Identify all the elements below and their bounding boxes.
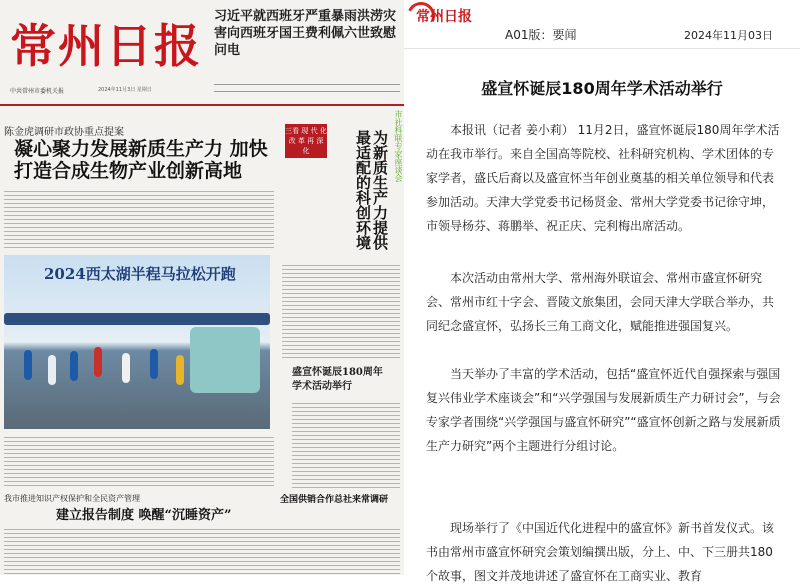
article-viewer (404, 0, 800, 583)
body-text-block (4, 526, 400, 575)
article-paragraph: 本次活动由常州大学、常州海外联谊会、常州市盛宣怀研究会、常州市红十字会、晋陵文旅集团，会同天津大学联合举办，共同纪念盛宣怀，弘扬长三角工商文化，赋能推进强国复兴。 (426, 271, 775, 333)
body-text-block (4, 434, 274, 488)
article-paragraph: 当天举办了丰富的学术活动，包括“盛宣怀近代自强探索与强国复兴伟业学术座谈会”和“兴学强国与发展新质生产力研讨会”，与会专家学者围绕“兴学强国与盛宣怀研究”“盛宣怀创新之路与发展新质生产力研究”两个主题进行分组讨论。 (426, 367, 781, 453)
header-divider (404, 48, 800, 49)
viewer-logo: 常州日报 (416, 9, 472, 25)
newspaper-logo: 常州日报 (10, 19, 202, 73)
runner (94, 347, 102, 377)
article-title: 盛宣怀诞辰180周年学术活动举行 (481, 79, 723, 98)
mini-headline[interactable]: 盛宣怀诞辰180周年学术活动举行 (292, 367, 383, 392)
vertical-side-caption: 市社科联专家座谈会 (394, 110, 403, 182)
body-text-block (282, 262, 400, 358)
kicker: 陈金虎调研市政协重点提案 (4, 127, 124, 138)
body-text-block (4, 188, 274, 250)
runner (24, 350, 32, 380)
bottom-right-headline[interactable]: 全国供销合作总社来常调研 (280, 495, 389, 505)
photo-heading: 2024西太湖半程马拉松开跑 (44, 265, 236, 283)
bottom-headline[interactable]: 建立报告制度 唤醒“沉睡资产” (56, 508, 232, 523)
runner (122, 353, 130, 383)
issue-date: 2024年11月03日 (684, 29, 773, 42)
newspaper-page[interactable] (0, 0, 404, 575)
logo-caption: 中共常州市委机关报 (10, 88, 65, 95)
article-paragraph: 现场举行了《中国近代化进程中的盛宣怀》新书首发仪式。该书由常州市盛宣怀研究会策划编撰出版，分上、中、下三册共180个故事，图文并茂地讲述了盛宣怀在工商实业、教育 (426, 521, 775, 583)
top-headline[interactable]: 习近平就西班牙严重暴雨洪涝灾害向西班牙国王费利佩六世致慰问电 (214, 9, 397, 58)
banner (4, 313, 270, 325)
runner (48, 355, 56, 385)
inset-photo (190, 327, 260, 393)
lead-headline[interactable]: 凝心聚力发展新质生产力 加快打造合成生物产业创新高地 (14, 138, 268, 182)
article-paragraph: 本报讯（记者 姜小莉） 11月2日，盛宣怀诞辰180周年学术活动在我市举行。来自全国高等院校、社科研究机构、学术团体的专家学者，盛氏后裔以及盛宣怀当年创业奠基的相关单位领导和代表参加活动。天津大学党委书记杨贤金、常州大学党委书记徐守坤，市领导杨芬、蒋鹏举、祝正庆、完利梅出席活动。 (426, 123, 780, 233)
runner (70, 351, 78, 381)
body-text-block (292, 400, 400, 488)
vertical-headline[interactable]: 为新质生产力提供最适配的科创环境 (354, 130, 389, 250)
edition-strip: 2024年11月3日 星期日 (98, 87, 152, 93)
bottom-kicker: 我市推进知识产权保护和全民资产管理 (4, 494, 140, 503)
masthead (0, 0, 404, 106)
runner (176, 355, 184, 385)
column-tag: 三看 现 代 化 改 革 再 深 化 (285, 124, 327, 158)
divider (214, 84, 400, 92)
section-label: A01版：要闻 (505, 28, 577, 42)
runner (150, 349, 158, 379)
